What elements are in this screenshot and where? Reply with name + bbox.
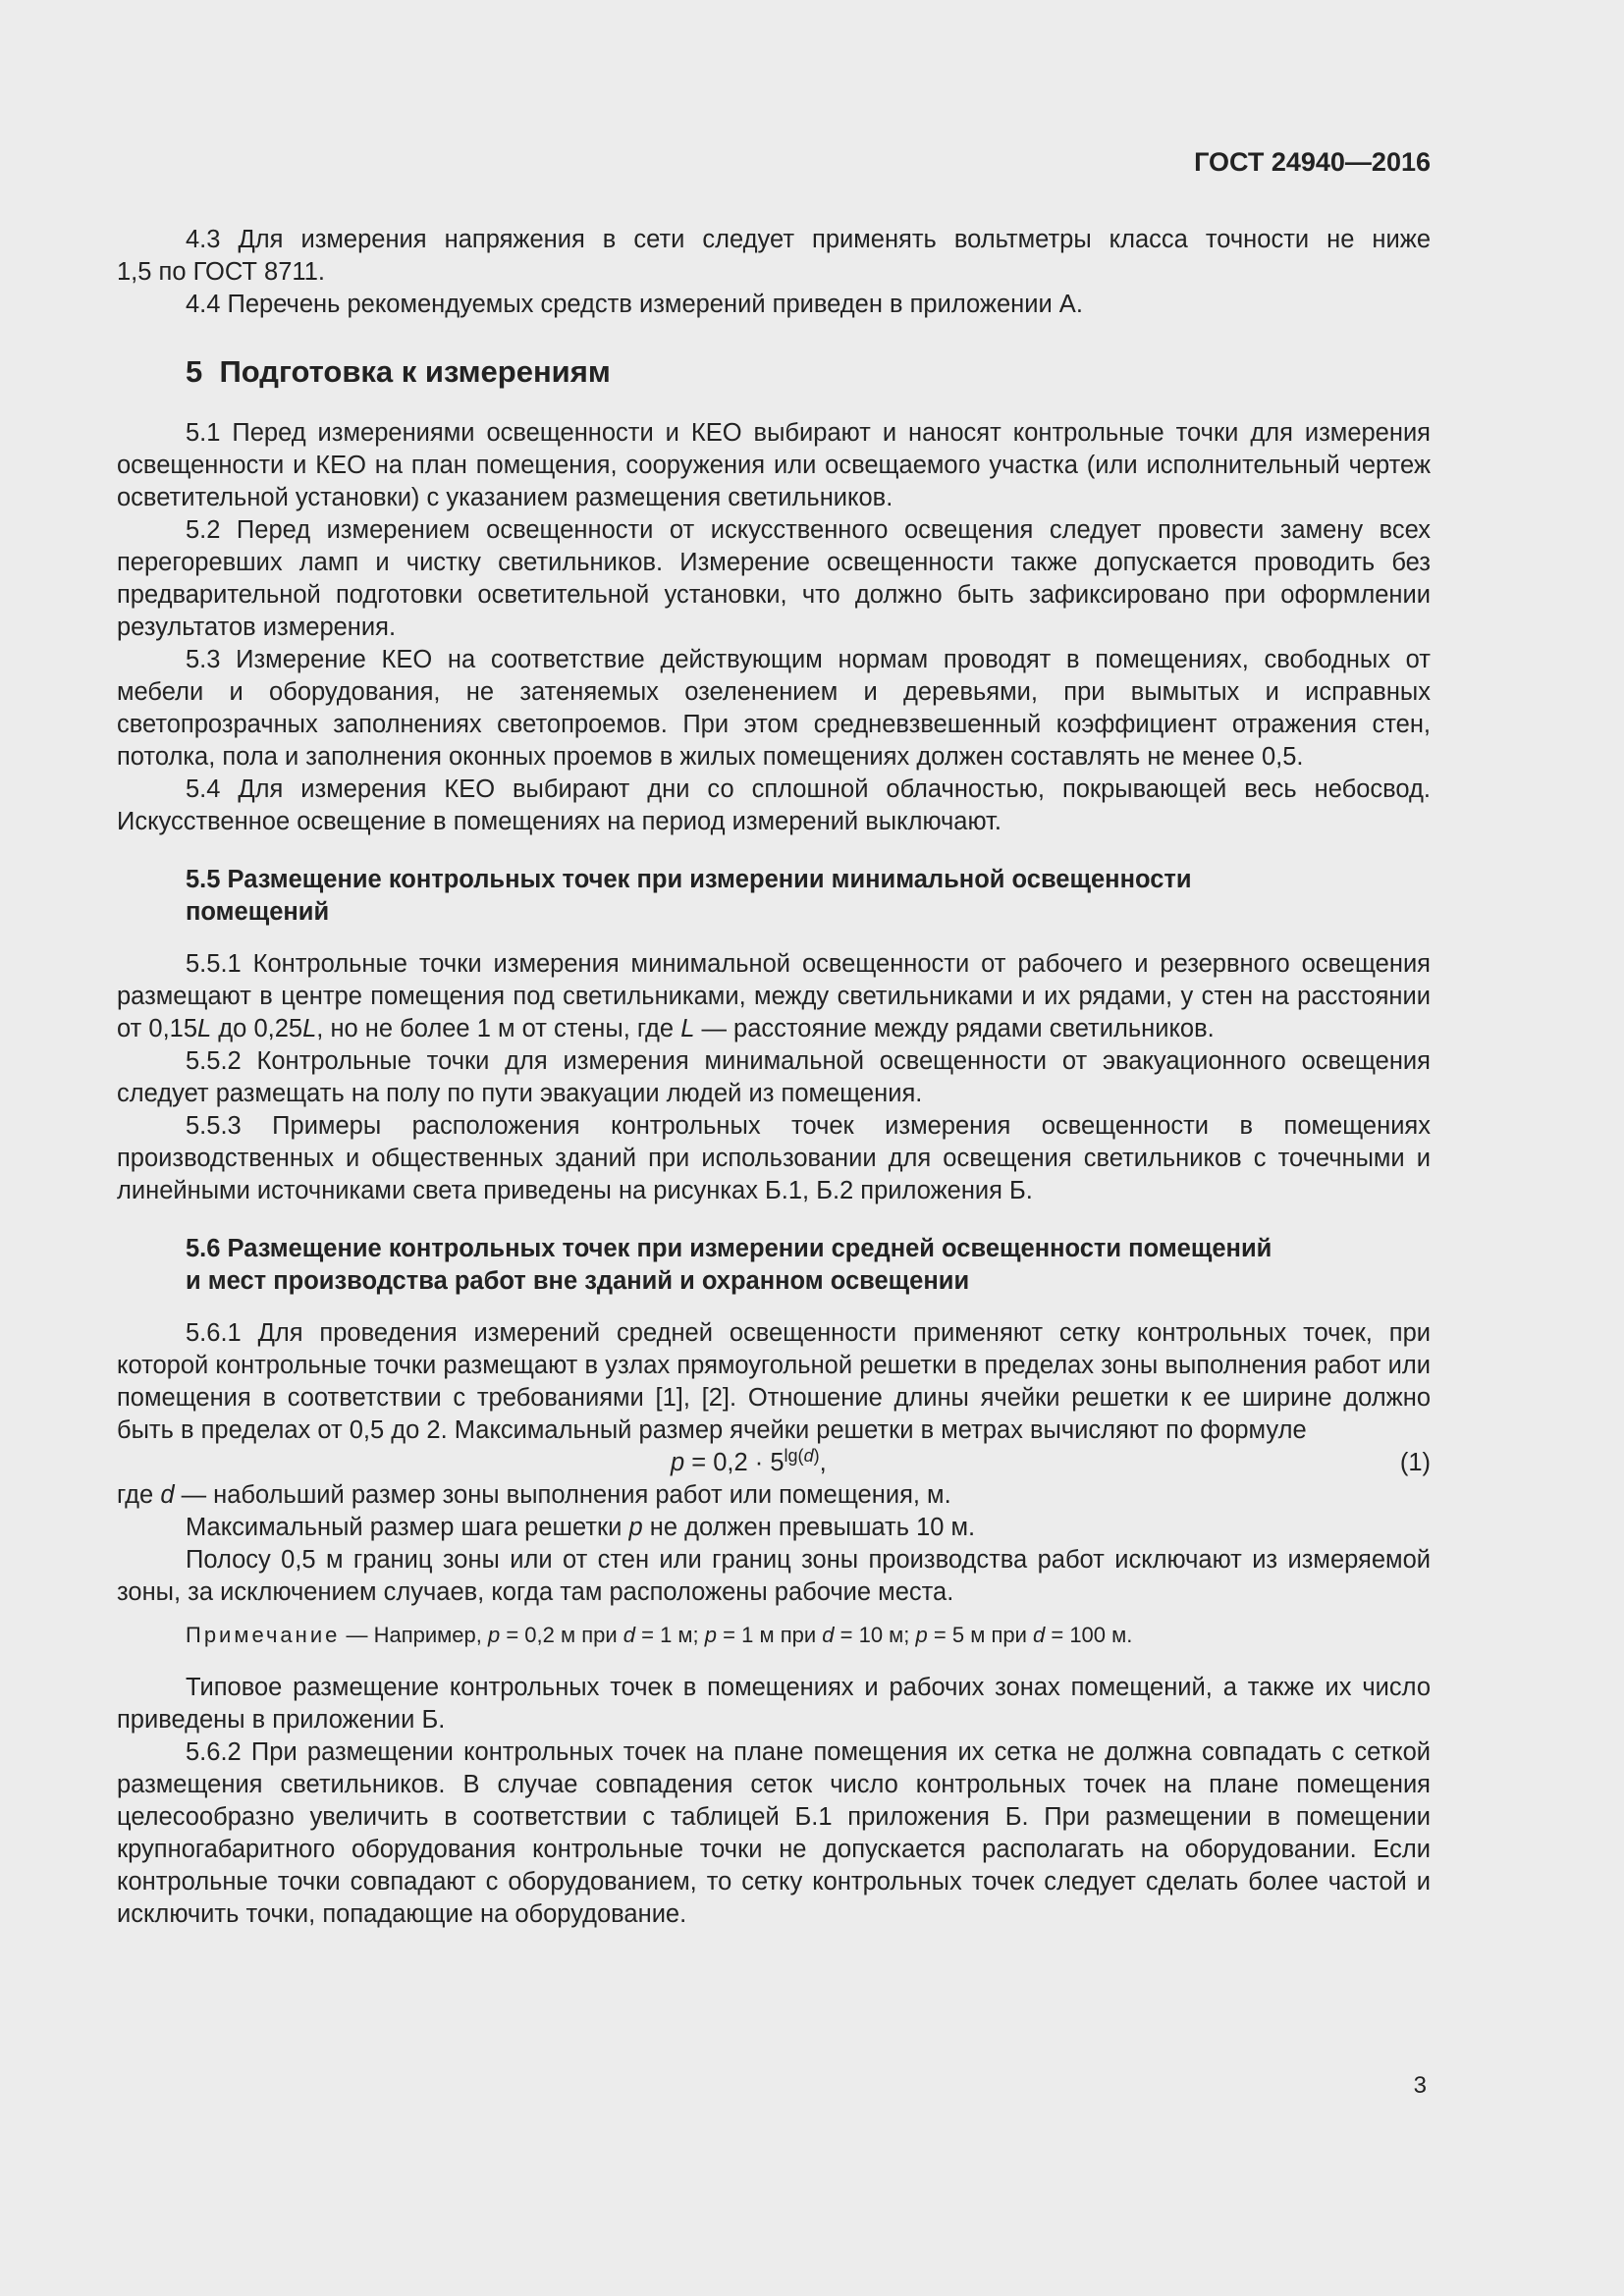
paragraph-5-2: 5.2 Перед измерением освещенности от искусственного освещения следует провести замену всех перегоревших ламп и чистку светильников. Измерение освещенности также допускается проводить без предварительной подготовки осветительной установки, что должно быть зафиксировано при оформлении результатов измерения. [117,516,1431,641]
formula-exp-var-d: d [803,1446,814,1466]
note-v2: d [623,1623,636,1647]
p5-5-1-text-c: , но не более 1 м от стены, где [316,1015,681,1042]
note-t2: = 0,2 м при [500,1623,623,1647]
note [186,1621,1431,1650]
paragraph-5-4: 5.4 Для измерения КЕО выбирают дни со сплошной облачностью, покрывающей весь небосвод. Искусственное освещение в помещениях на период измерений выключают. [117,775,1431,835]
formula-exp-post: ) [813,1446,820,1466]
p5-5-1-text-d: — расстояние между рядами светильников. [694,1015,1215,1042]
p5-5-1-var-l3: L [680,1015,695,1042]
note-t4: = 1 м при [717,1623,823,1647]
formula-comma: , [819,1449,827,1476]
p5-5-1-var-l1: L [197,1015,212,1042]
subsection-5-5-line2: помещений [186,898,330,926]
where-pre: где [117,1481,161,1509]
section-5-heading: Подготовка к измерениям [219,354,611,389]
section-5-number: 5 [186,354,203,389]
subsection-5-5-line1: 5.5 Размещение контрольных точек при измерении минимальной освещенности [186,866,1192,893]
paragraph-5-6-2: 5.6.2 При размещении контрольных точек на плане помещения их сетка не должна совпадать с сеткой размещения светильников. В случае совпадения сеток число контрольных точек на плане помещения целесообразно увеличить в соответствии с таблицей Б.1 приложения Б. При размещении в помещении крупногабаритного оборудования контрольные точки не допускается располагать на оборудовании. Если контрольные точки совпадают с оборудованием, то сетку контрольных точек следует сделать более частой и исключить точки, попадающие на оборудование. [117,1738,1431,1928]
document-standard-header: ГОСТ 24940—2016 [1194,147,1431,177]
note-t6: = 5 м при [927,1623,1033,1647]
p5-5-1-text-a: 5.5.1 Контрольные точки измерения минимальной освещенности от рабочего и резервного освещения размещают в центре помещения под светильниками, между светильниками и их рядами, у стен на расстоянии от 0,15 [117,950,1431,1042]
formula-1 [117,1447,1431,1479]
max-post: не должен превышать 10 м. [642,1514,976,1541]
note-v1: p [487,1623,501,1647]
section-5-title [186,352,1431,392]
p5-5-1-var-l2: L [302,1015,317,1042]
formula-number: (1) [1399,1449,1431,1476]
formula-expression [671,1447,827,1479]
paragraph-strip: Полосу 0,5 м границ зоны или от стен или границ зоны производства работ исключают из измеряемой зоны, за исключением случаев, когда там расположены рабочие места. [117,1546,1431,1606]
formula-exp-pre: lg( [784,1446,804,1466]
subsection-5-6-line1: 5.6 Размещение контрольных точек при измерении средней освещенности помещений [186,1235,1272,1262]
paragraph-5-5-1 [117,948,1431,1045]
paragraph-5-5-3: 5.5.3 Примеры расположения контрольных точек измерения освещенности в помещениях производственных и общественных зданий при использовании для освещения светильников с точечными и линейными источниками света приведены на рисунках Б.1, Б.2 приложения Б. [117,1112,1431,1204]
note-v4: d [822,1623,835,1647]
note-t5: = 10 м; [834,1623,916,1647]
subsection-5-6-title [186,1233,1431,1298]
paragraph-5-6-1: 5.6.1 Для проведения измерений средней освещенности применяют сетку контрольных точек, при которой контрольные точки размещают в узлах прямоугольной решетки в пределах зоны выполнения работ или помещения в соответствии с требованиями [1], [2]. Отношение длины ячейки решетки к ее ширине должно быть в пределах от 0,5 до 2. Максимальный размер ячейки решетки в метрах вычисляют по формуле [117,1319,1431,1444]
note-v5: p [915,1623,928,1647]
paragraph-4-4: 4.4 Перечень рекомендуемых средств измерений приведен в приложении А. [186,291,1083,318]
note-v6: d [1033,1623,1046,1647]
p5-5-1-text-b: до 0,25 [211,1015,303,1042]
paragraph-5-1: 5.1 Перед измерениями освещенности и КЕО выбирают и наносят контрольные точки для измерения освещенности и КЕО на план помещения, сооружения или освещаемого участка (или исполнительный чертеж осветительной установки) с указанием размещения светильников. [117,419,1431,511]
formula-exponent [785,1446,820,1466]
paragraph-5-5-2: 5.5.2 Контрольные точки для измерения минимальной освещенности от эвакуационного освещения следует размещать на полу по пути эвакуации людей из помещения. [117,1047,1431,1107]
formula-body: = 0,2 · 5 [684,1449,785,1476]
paragraph-5-3: 5.3 Измерение КЕО на соответствие действующим нормам проводят в помещениях, свободных от мебели и оборудования, не затеняемых озеленением и деревьями, при вымытых и исправных светопрозрачных заполнениях светопроемов. При этом средневзвешенный коэффициент отражения стен, потолка, пола и заполнения оконных проемов в жилых помещениях должен составлять не менее 0,5. [117,646,1431,771]
note-label: Примечание [186,1623,341,1647]
page-number: 3 [1413,2072,1427,2099]
formula-var-p: p [671,1449,685,1476]
paragraph-where [117,1479,1431,1512]
max-pre: Максимальный размер шага решетки [186,1514,629,1541]
max-var-p: p [628,1514,643,1541]
note-t1: — Например, [340,1623,488,1647]
subsection-5-5-title [186,864,1431,929]
note-t7: = 100 м. [1045,1623,1133,1647]
note-v3: p [704,1623,718,1647]
subsection-5-6-line2: и мест производства работ вне зданий и охранном освещении [186,1267,970,1295]
note-t3: = 1 м; [635,1623,705,1647]
paragraph-typical: Типовое размещение контрольных точек в помещениях и рабочих зонах помещений, а также их число приведены в приложении Б. [117,1674,1431,1734]
paragraph-4-3: 4.3 Для измерения напряжения в сети следует применять вольтметры класса точности не ниже [186,226,1431,253]
where-var-d: d [160,1481,175,1509]
paragraph-max-step [117,1512,1431,1544]
page-content [117,224,1431,1931]
where-post: — набольший размер зоны выполнения работ или помещения, м. [174,1481,951,1509]
paragraph-4-3-cont: 1,5 по ГОСТ 8711. [117,258,325,286]
